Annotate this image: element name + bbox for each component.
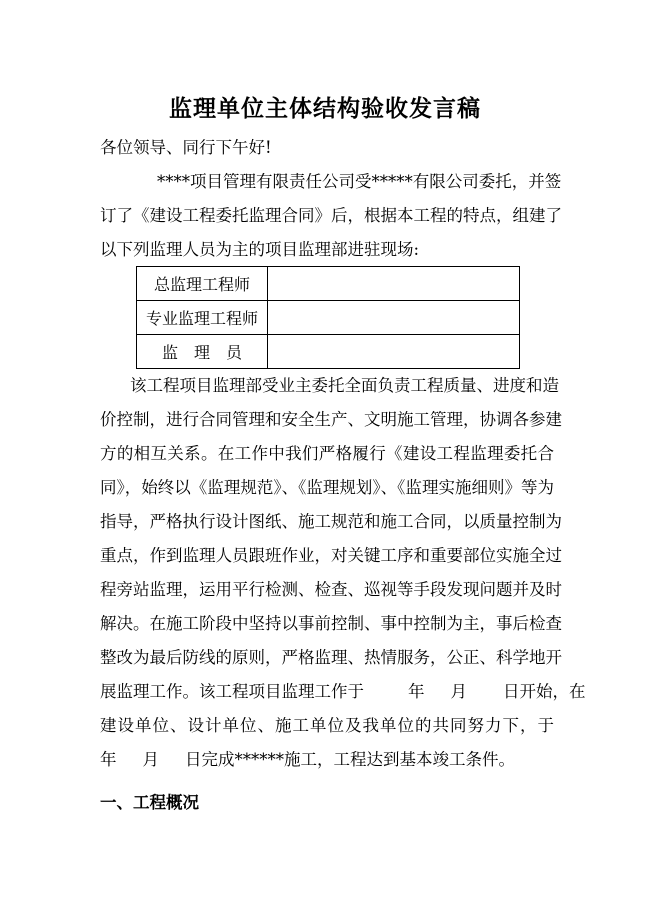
intro-line-2: 订了《建设工程委托监理合同》后，根据本工程的特点，组建了: [100, 206, 562, 225]
date-line-1: [100, 682, 586, 702]
body-line-3: 方的相互关系。在工作中我们严格履行《建设工程监理委托合: [100, 444, 554, 463]
name-cell: [268, 267, 520, 301]
body-line-8: 解决。在施工阶段中坚持以事前控制、事中控制为主，事后检查: [100, 614, 562, 633]
body-line-1: 该工程项目监理部受业主委托全面负责工程质量、进度和造: [130, 376, 559, 395]
section-heading: 一、工程概况: [100, 793, 199, 812]
body-line-5: 指导，严格执行设计图纸、施工规范和施工合同，以质量控制为: [100, 512, 562, 531]
table-row: [137, 335, 520, 369]
date-month-label: 月: [450, 682, 467, 701]
date-year-label: 年: [100, 750, 117, 769]
date-line-2: 建设单位、设计单位、施工单位及我单位的共同努力下，于: [100, 716, 554, 735]
date-line-1-end: 日开始，在: [503, 682, 586, 701]
role-cell: 监 理 员: [137, 335, 268, 369]
name-cell: [268, 301, 520, 335]
role-cell: 总监理工程师: [137, 267, 268, 301]
body-line-6: 重点，作到监理人员跟班作业，对关键工序和重要部位实施全过: [100, 546, 562, 565]
body-line-2: 价控制，进行合同管理和安全生产、文明施工管理，协调各参建: [100, 410, 562, 429]
role-cell: 专业监理工程师: [137, 301, 268, 335]
table-row: [137, 267, 520, 301]
staff-table: [136, 266, 520, 369]
date-line-1-start: 展监理工作。该工程项目监理工作于: [100, 682, 364, 701]
body-line-7: 程旁站监理，运用平行检测、检查、巡视等手段发现问题并及时: [100, 580, 562, 599]
intro-line-3: 以下列监理人员为主的项目监理部进驻现场:: [100, 240, 420, 259]
table-row: [137, 301, 520, 335]
page-title: 监理单位主体结构验收发言稿: [169, 96, 481, 122]
date-line-3: [100, 750, 515, 770]
greeting: 各位领导、同行下午好!: [100, 138, 272, 157]
body-line-4: 同》，始终以《监理规范》、《监理规划》、《监理实施细则》等为: [100, 478, 554, 497]
body-line-9: 整改为最后防线的原则，严格监理、热情服务，公正、科学地开: [100, 648, 562, 667]
date-month-label: 月: [142, 750, 159, 769]
date-line-3-end: 日完成******施工，工程达到基本竣工条件。: [185, 750, 515, 769]
intro-line-1: ****项目管理有限责任公司受*****有限公司委托，并签: [157, 172, 562, 191]
name-cell: [268, 335, 520, 369]
date-year-label: 年: [408, 682, 425, 701]
